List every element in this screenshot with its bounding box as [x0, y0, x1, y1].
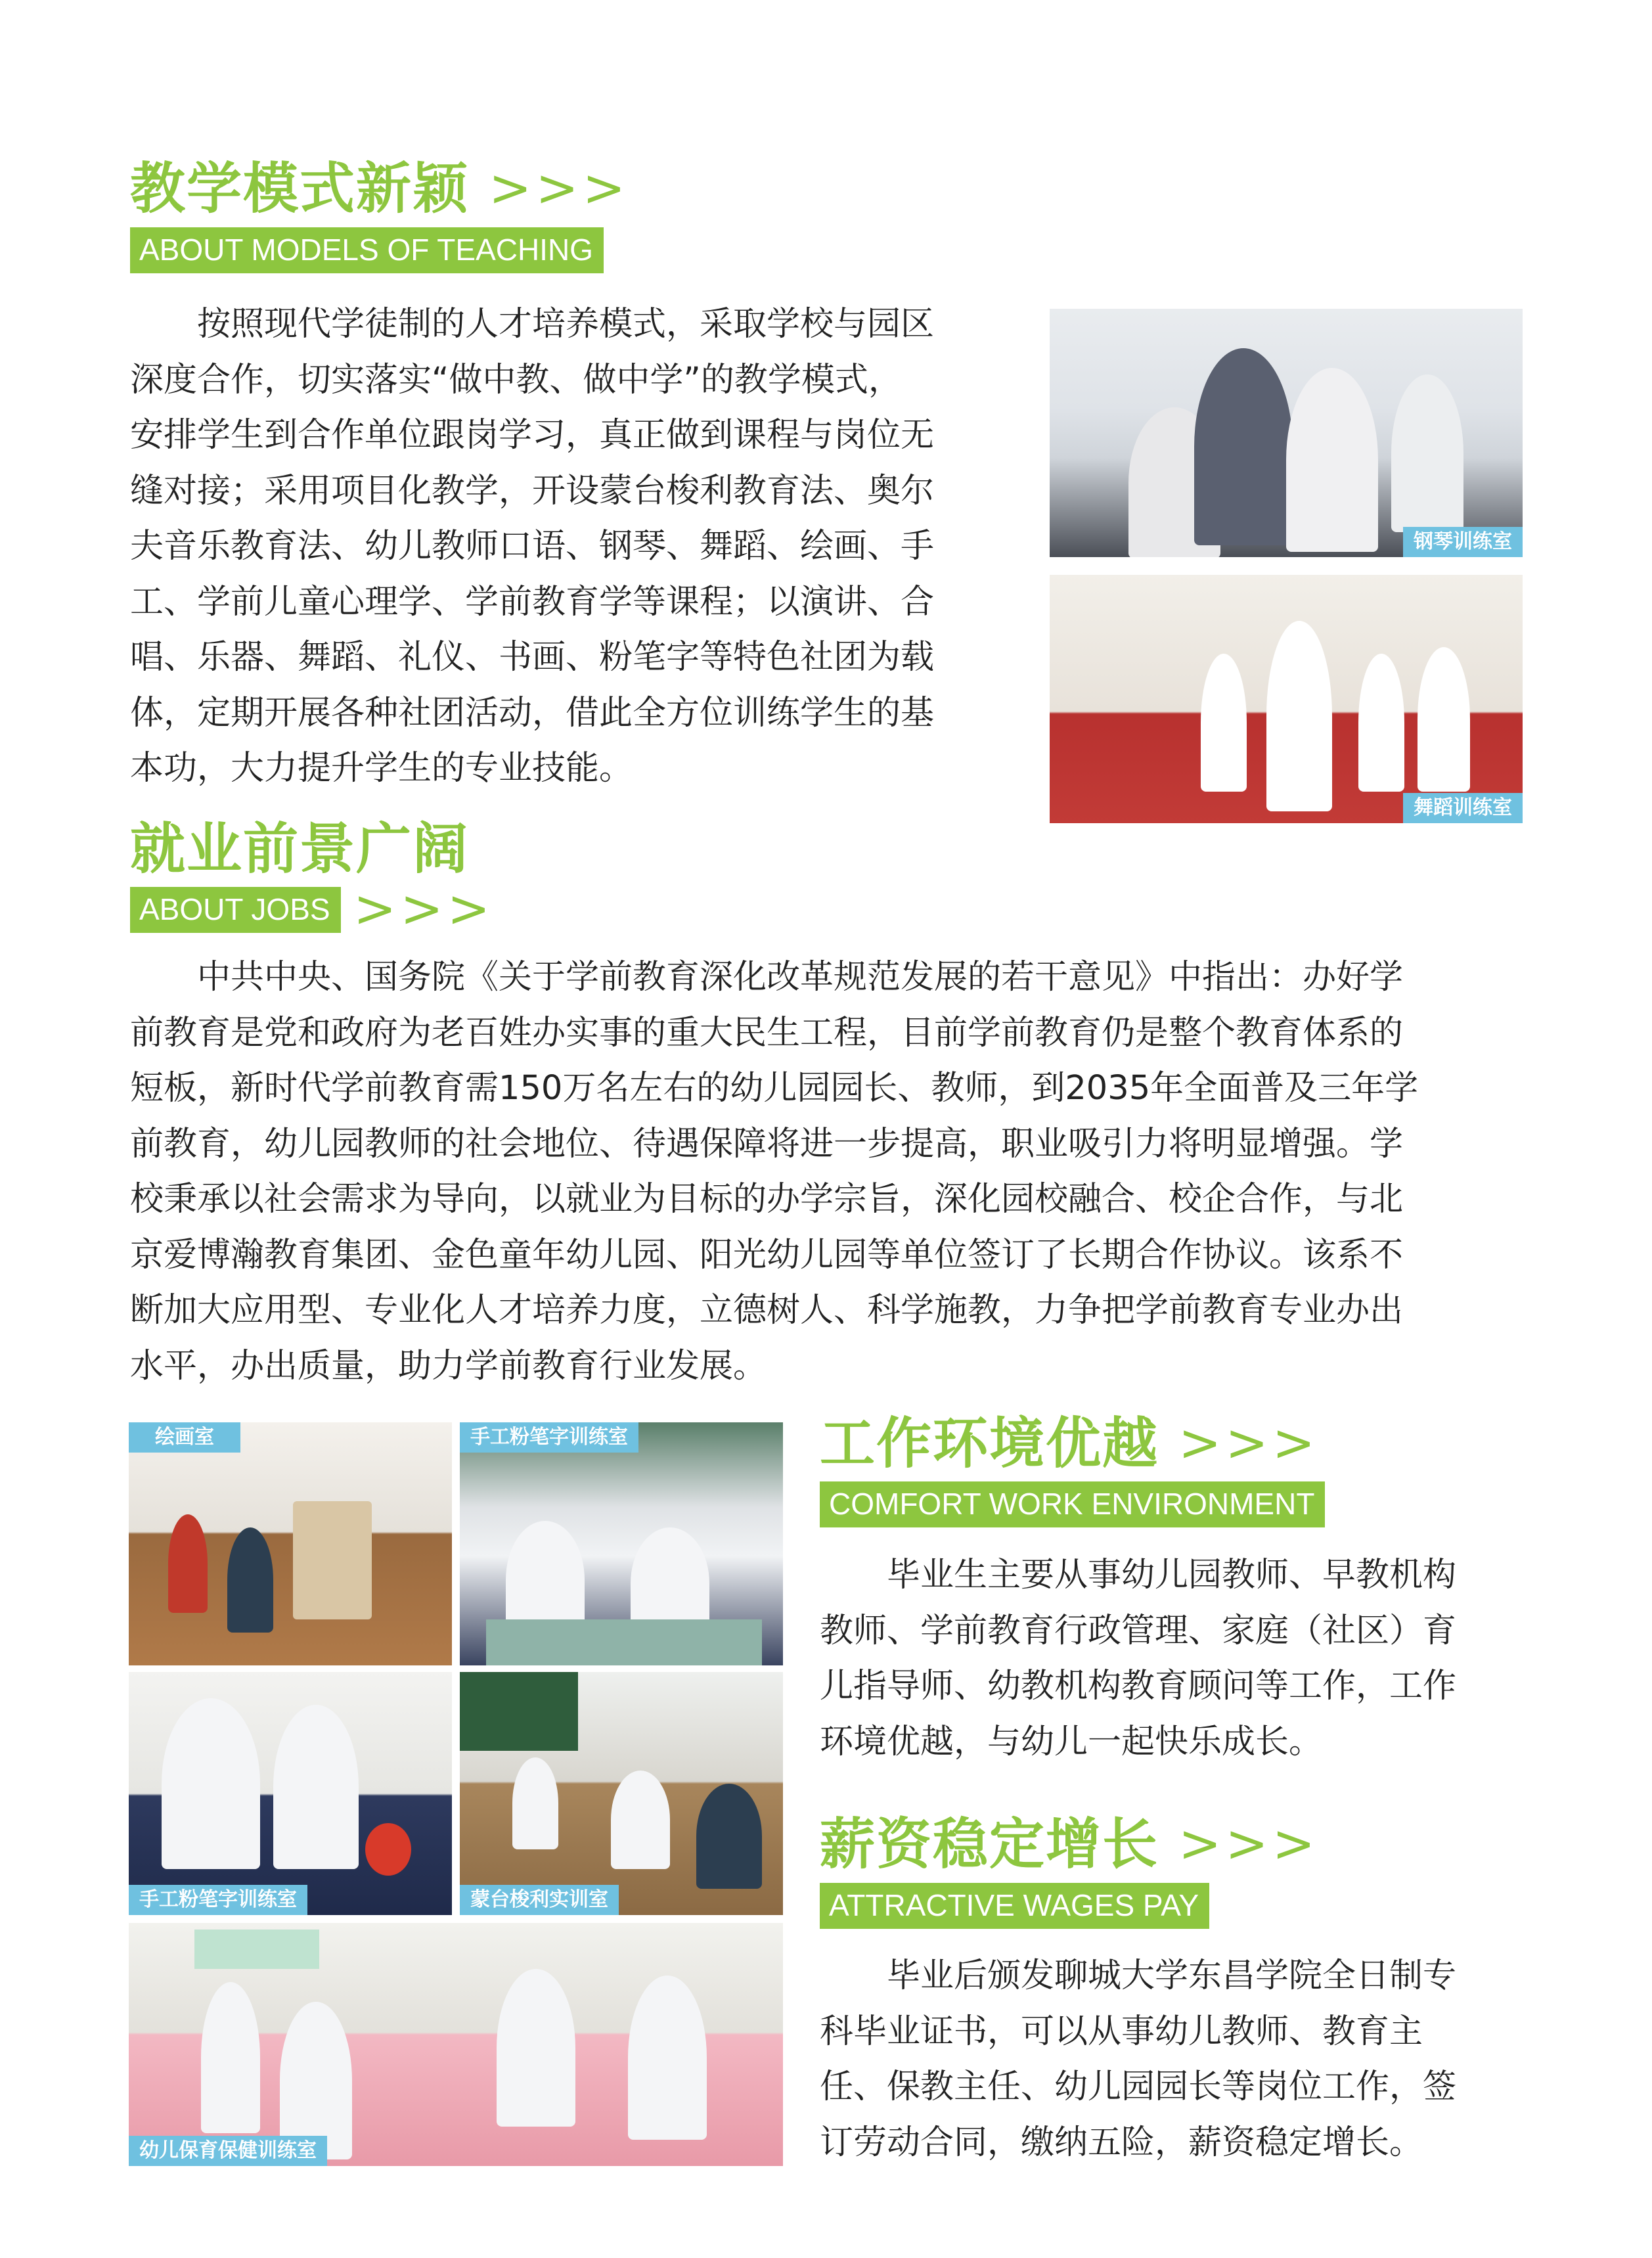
student-figure [696, 1784, 762, 1889]
dancer-figure [1418, 647, 1470, 792]
section2-paragraph [130, 950, 1526, 1394]
dance-room-photo [1050, 575, 1523, 823]
montessori-room-photo [460, 1672, 783, 1915]
para-line: 毕业后颁发聊城大学东昌学院全日制专 [887, 1956, 1457, 1995]
section3-heading [820, 1411, 1320, 1476]
para-line: 京爱博瀚教育集团、金色童年幼儿园、阳光幼儿园等单位签订了长期合作协议。该系不 [130, 1235, 1404, 1275]
student-figure [168, 1514, 208, 1613]
section4-subtitle: ATTRACTIVE WAGES PAY [820, 1883, 1209, 1929]
childcare-room-photo [129, 1923, 783, 2166]
section4-arrows: >>> [1178, 1815, 1320, 1874]
section1-heading [130, 156, 630, 221]
para-line: 夫音乐教育法、幼儿教师口语、钢琴、舞蹈、绘画、手 [130, 527, 935, 566]
section3-subtitle: COMFORT WORK ENVIRONMENT [820, 1481, 1325, 1527]
section1-arrows: >>> [489, 159, 630, 218]
student-figure [512, 1757, 558, 1849]
screen [194, 1930, 319, 1969]
section2-heading [130, 817, 470, 881]
section3-paragraph [820, 1548, 1526, 1770]
para-line: 工、学前儿童心理学、学前教育学等课程；以演讲、合 [130, 582, 935, 621]
blackboard [460, 1672, 578, 1751]
dancer-figure [1358, 654, 1404, 792]
para-line: 教师、学前教育行政管理、家庭（社区）育 [820, 1611, 1457, 1650]
student-figure [201, 1982, 260, 2133]
gallery-caption: 绘画室 [129, 1422, 240, 1453]
para-line: 中共中央、国务院《关于学前教育深化改革规范发展的若干意见》中指出：办好学 [197, 958, 1404, 997]
section1-subtitle: ABOUT MODELS OF TEACHING [130, 227, 604, 273]
section2-subtitle: ABOUT JOBS [130, 887, 341, 933]
student-figure [1391, 374, 1463, 532]
section2-arrows: >>> [353, 880, 495, 939]
painting-room-photo [129, 1422, 452, 1665]
para-line: 深度合作，切实落实“做中教、做中学”的教学模式， [130, 360, 902, 399]
gallery-caption: 蒙台梭利实训室 [460, 1885, 619, 1915]
para-line: 本功，大力提升学生的专业技能。 [130, 749, 633, 788]
para-line: 前教育，幼儿园教师的社会地位、待遇保障将进一步提高，职业吸引力将明显增强。学 [130, 1124, 1404, 1163]
dancer-figure [1266, 621, 1332, 811]
para-line: 校秉承以社会需求为导向，以就业为目标的办学宗旨，深化园校融合、校企合作，与北 [130, 1180, 1404, 1219]
para-line: 缝对接；采用项目化教学，开设蒙台梭利教育法、奥尔 [130, 471, 935, 510]
dance-room-caption: 舞蹈训练室 [1403, 793, 1523, 823]
section3-arrows: >>> [1178, 1414, 1320, 1473]
student-figure [1286, 368, 1378, 552]
para-line: 短板，新时代学前教育需150万名左右的幼儿园园长、教师，到2035年全面普及三年学 [130, 1069, 1419, 1108]
section2-title: 就业前景广阔 [130, 817, 470, 881]
student-figure [162, 1698, 260, 1869]
para-line: 水平，办出质量，助力学前教育行业发展。 [130, 1346, 767, 1386]
chalk-room-photo-2 [129, 1672, 452, 1915]
para-line: 儿指导师、幼教机构教育顾问等工作，工作 [820, 1667, 1457, 1705]
gallery-caption: 手工粉笔字训练室 [460, 1422, 638, 1453]
lantern [365, 1823, 411, 1876]
para-line: 前教育是党和政府为老百姓办实事的重大民生工程，目前学前教育仍是整个教育体系的 [130, 1013, 1404, 1052]
para-line: 按照现代学徒制的人才培养模式，采取学校与园区 [197, 305, 935, 344]
teacher-figure [1194, 348, 1293, 545]
student-figure [227, 1527, 273, 1633]
para-line: 安排学生到合作单位跟岗学习，真正做到课程与岗位无 [130, 416, 935, 455]
gallery-caption: 幼儿保育保健训练室 [129, 2136, 327, 2166]
para-line: 科毕业证书，可以从事幼儿教师、教育主 [820, 2012, 1423, 2051]
section1-title: 教学模式新颖 [130, 156, 470, 221]
dancer-figure [1201, 654, 1247, 792]
para-line: 体，定期开展各种社团活动，借此全方位训练学生的基 [130, 693, 935, 733]
section4-title: 薪资稳定增长 [820, 1812, 1159, 1876]
section4-paragraph [820, 1949, 1526, 2171]
student-figure [628, 1976, 707, 2140]
para-line: 断加大应用型、专业化人才培养力度，立德树人、科学施教，力争把学前教育专业办出 [130, 1291, 1404, 1330]
student-figure [611, 1771, 670, 1869]
section3-title: 工作环境优越 [820, 1411, 1159, 1476]
section1-paragraph [130, 297, 1010, 797]
easel [293, 1501, 372, 1619]
student-figure [497, 1969, 575, 2127]
student-figure [273, 1705, 359, 1869]
para-line: 环境优越，与幼儿一起快乐成长。 [820, 1722, 1323, 1761]
desk-mat [486, 1619, 762, 1665]
piano-room-photo [1050, 309, 1523, 557]
chalk-room-photo-1 [460, 1422, 783, 1665]
section4-heading [820, 1812, 1320, 1876]
gallery-caption: 手工粉笔字训练室 [129, 1885, 307, 1915]
para-line: 任、保教主任、幼儿园园长等岗位工作，签 [820, 2067, 1457, 2106]
para-line: 订劳动合同，缴纳五险，薪资稳定增长。 [820, 2123, 1423, 2162]
para-line: 唱、乐器、舞蹈、礼仪、书画、粉笔字等特色社团为载 [130, 638, 935, 677]
para-line: 毕业生主要从事幼儿园教师、早教机构 [887, 1556, 1457, 1594]
piano-room-caption: 钢琴训练室 [1403, 527, 1523, 557]
